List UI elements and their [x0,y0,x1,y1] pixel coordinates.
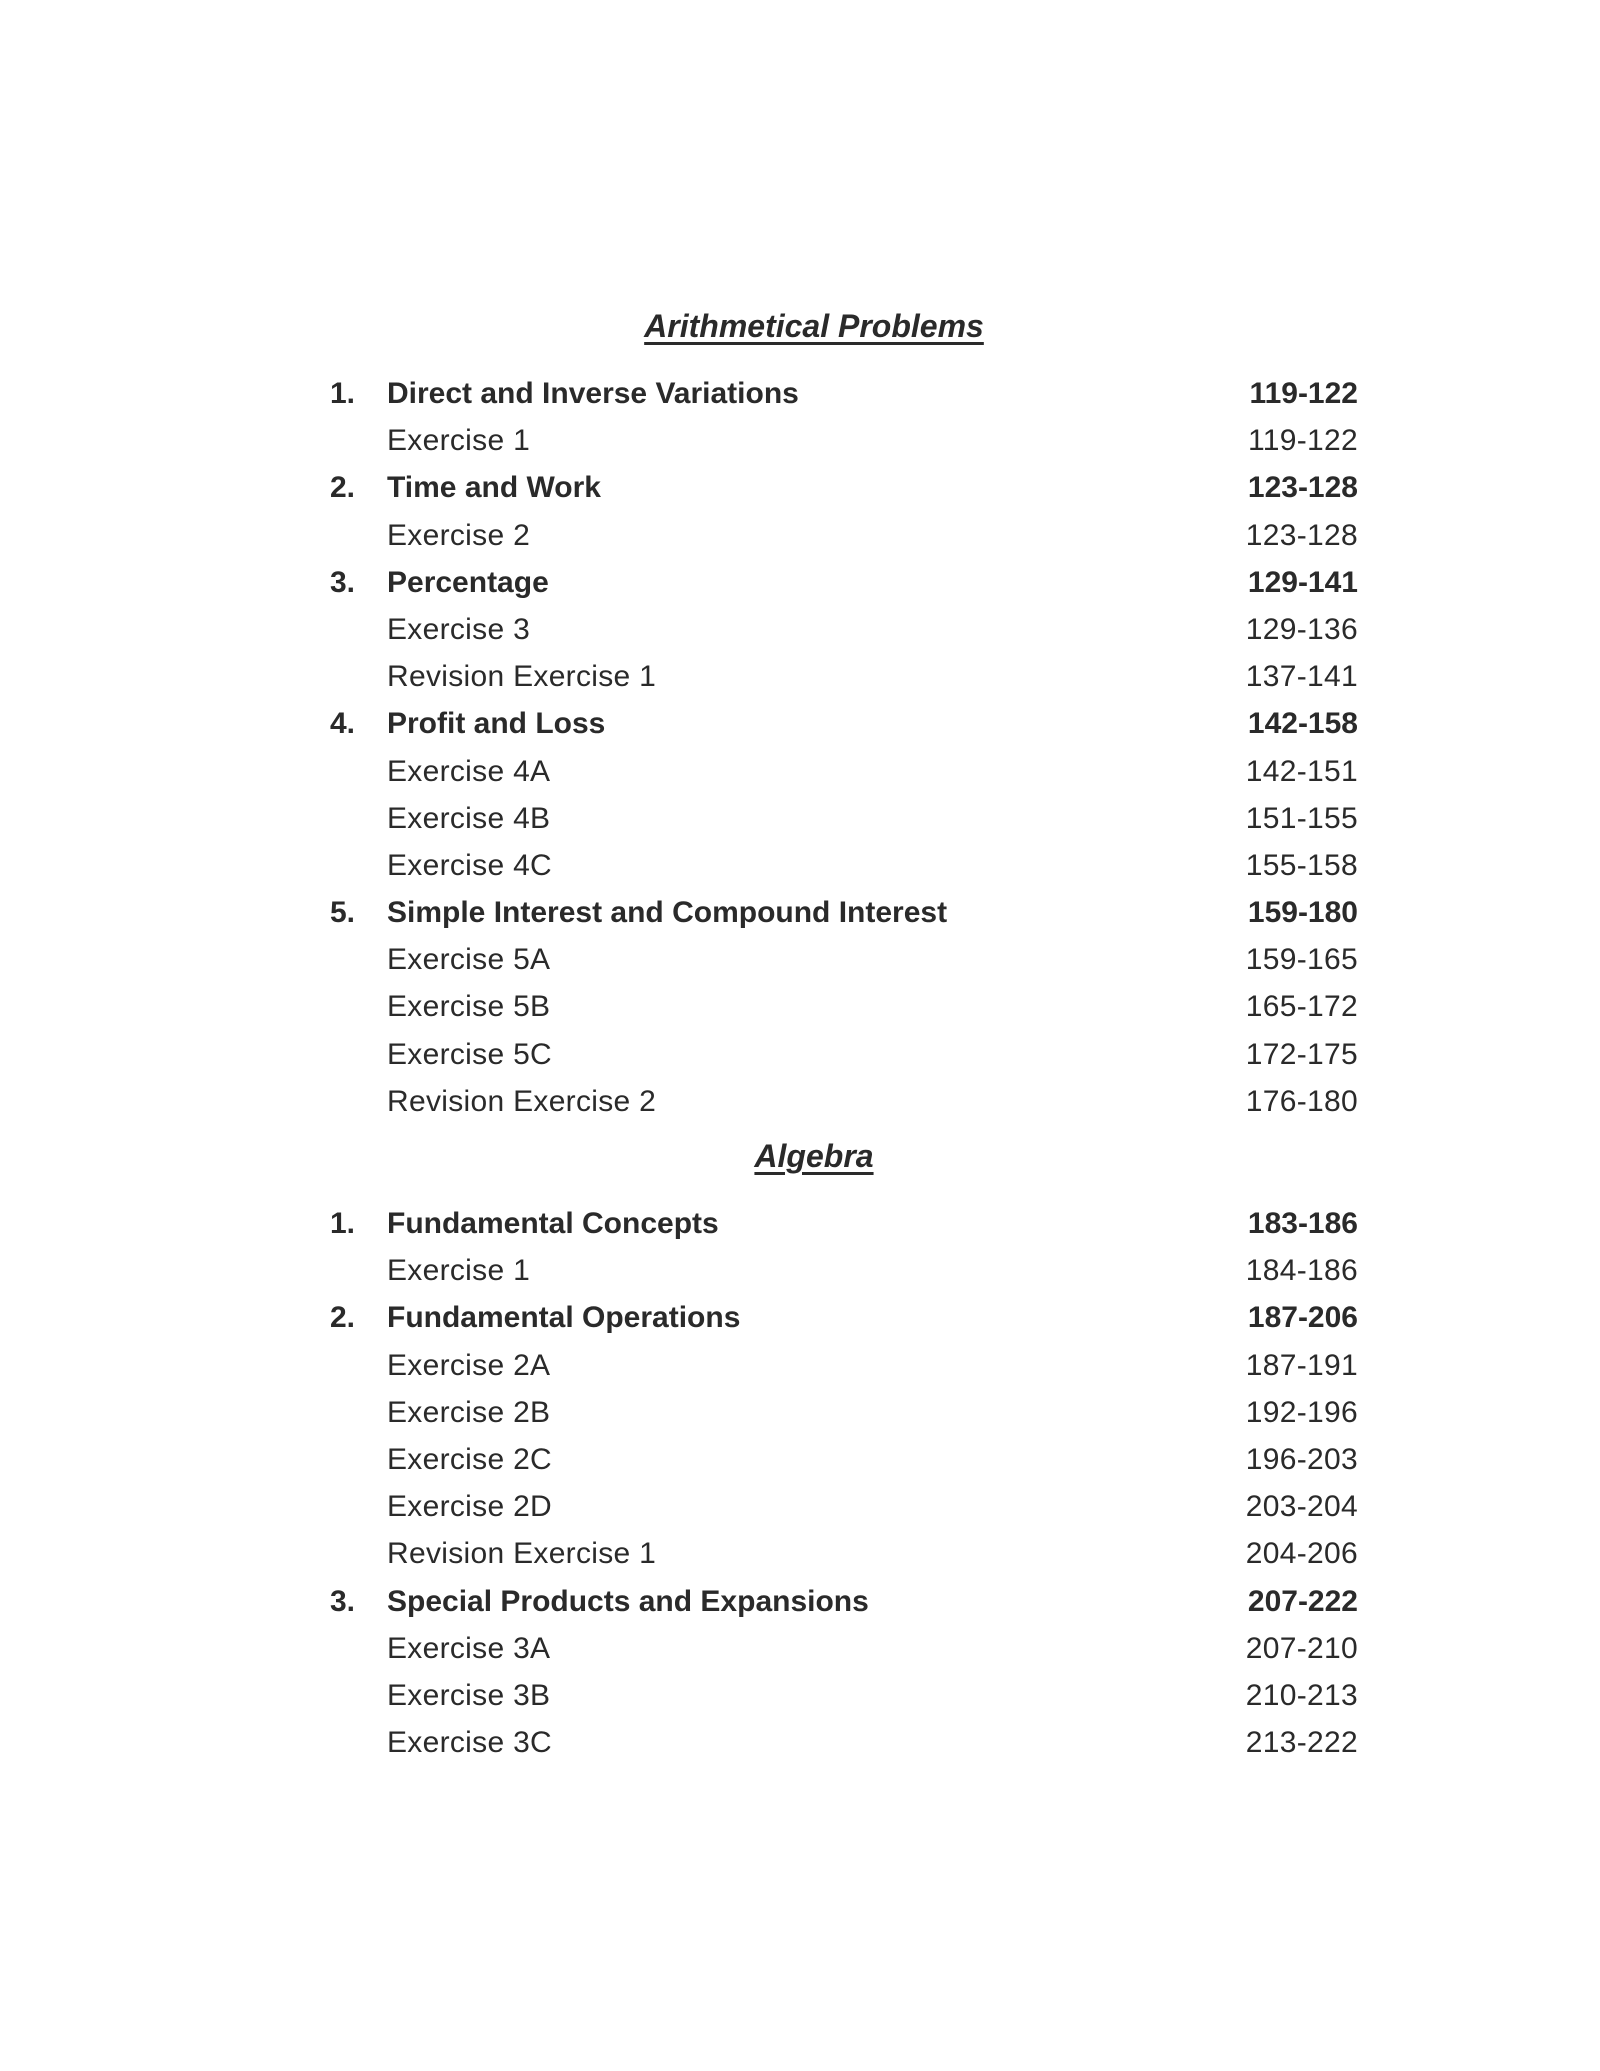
toc-exercise-title: Exercise 5C [387,1037,553,1071]
toc-page-range: 210-213 [1245,1678,1358,1712]
toc-exercise-title: Exercise 4B [387,801,551,835]
toc-chapter-number: 2. [330,471,356,505]
toc-page-range: 207-222 [1247,1584,1358,1618]
toc-page-range: 183-186 [1247,1207,1358,1240]
toc-page-range: 165-172 [1245,990,1358,1024]
toc-chapter-title: Simple Interest and Compound Interest [387,896,948,930]
toc-exercise-title: Exercise 5A [387,943,551,977]
toc-chapter-row [330,464,1358,511]
toc-exercise-title: Exercise 1 [387,1254,531,1288]
toc-page-range: 159-180 [1247,896,1358,930]
toc-chapter-number: 4. [330,707,356,741]
toc-exercise-title: Exercise 5B [387,990,551,1024]
toc-exercise-title: Exercise 3B [387,1678,551,1712]
toc-exercise-title: Exercise 2C [387,1442,553,1476]
toc-chapter-title: Special Products and Expansions [387,1584,869,1618]
toc-page-range: 176-180 [1245,1084,1358,1118]
toc-page-range: 187-191 [1245,1348,1358,1382]
toc-exercise-title: Exercise 2A [387,1348,551,1382]
toc-chapter-title: Time and Work [387,471,601,505]
toc-chapter-title: Direct and Inverse Variations [387,377,799,410]
toc-exercise-row [330,936,1358,983]
toc-page-range: 213-222 [1245,1726,1358,1760]
toc-exercise-row [330,1483,1358,1530]
toc-chapter-number: 2. [330,1301,356,1335]
toc-page-range: 142-158 [1247,707,1358,741]
toc-page-range: 159-165 [1245,943,1358,977]
toc-exercise-row [330,417,1358,464]
toc-exercise-title: Exercise 4C [387,848,553,882]
toc-list-algebra [330,1200,1358,1766]
toc-page-range: 207-210 [1245,1631,1358,1665]
toc-exercise-title: Exercise 2B [387,1395,551,1429]
toc-exercise-title: Exercise 4A [387,754,551,788]
toc-exercise-row [330,512,1358,559]
toc-page-range: 123-128 [1245,518,1358,552]
toc-page-range: 204-206 [1245,1537,1358,1571]
toc-exercise-row [330,653,1358,700]
section-title-algebra [0,1136,1600,1176]
toc-exercise-row [330,1672,1358,1719]
toc-chapter-number: 3. [330,565,356,599]
toc-exercise-title: Exercise 3C [387,1726,553,1760]
toc-exercise-row [330,1719,1358,1766]
toc-chapter-number: 1. [330,1207,356,1240]
toc-exercise-title: Exercise 3A [387,1631,551,1665]
toc-page-range: 129-136 [1245,612,1358,646]
toc-page-range: 151-155 [1245,801,1358,835]
toc-exercise-row [330,606,1358,653]
toc-exercise-row [330,1530,1358,1577]
toc-page-range: 187-206 [1247,1301,1358,1335]
toc-chapter-row [330,700,1358,747]
toc-page-range: 196-203 [1245,1442,1358,1476]
toc-exercise-title: Revision Exercise 1 [387,660,657,694]
toc-chapter-title: Profit and Loss [387,707,606,741]
toc-exercise-row [330,1078,1358,1125]
toc-exercise-title: Exercise 3 [387,612,531,646]
toc-chapter-number: 5. [330,896,356,930]
toc-chapter-row [330,1578,1358,1625]
toc-exercise-row [330,1342,1358,1389]
toc-exercise-title: Exercise 1 [387,424,531,458]
toc-chapter-title: Percentage [387,565,549,599]
toc-exercise-row [330,983,1358,1030]
toc-exercise-row [330,1389,1358,1436]
toc-page-range: 192-196 [1245,1395,1358,1429]
toc-exercise-row [330,1436,1358,1483]
toc-page-range: 184-186 [1245,1254,1358,1288]
toc-page-range: 119-122 [1248,424,1358,458]
toc-chapter-row [330,889,1358,936]
toc-exercise-title: Exercise 2D [387,1490,553,1524]
toc-page-range: 203-204 [1245,1490,1358,1524]
toc-exercise-title: Revision Exercise 1 [387,1537,657,1571]
toc-page-range: 119-122 [1249,377,1358,410]
toc-chapter-row [330,1200,1358,1247]
toc-chapter-number: 3. [330,1584,356,1618]
toc-exercise-row [330,1031,1358,1078]
toc-page-range: 137-141 [1245,660,1358,694]
toc-page-range: 172-175 [1245,1037,1358,1071]
toc-exercise-row [330,795,1358,842]
toc-page-range: 129-141 [1247,565,1358,599]
section-title-text: Arithmetical Problems [644,308,984,344]
section-title-arithmetical-problems [0,306,1600,346]
toc-chapter-title: Fundamental Operations [387,1301,741,1335]
toc-exercise-row [330,748,1358,795]
toc-exercise-row [330,1247,1358,1294]
toc-chapter-title: Fundamental Concepts [387,1207,719,1240]
section-title-text: Algebra [754,1138,874,1174]
toc-exercise-row [330,1625,1358,1672]
toc-chapter-row [330,1294,1358,1341]
toc-exercise-title: Exercise 2 [387,518,531,552]
toc-exercise-row [330,842,1358,889]
toc-exercise-title: Revision Exercise 2 [387,1084,657,1118]
toc-chapter-row [330,370,1358,417]
toc-page-range: 155-158 [1245,848,1358,882]
toc-chapter-row [330,559,1358,606]
toc-list-arithmetical-problems [330,370,1358,1125]
toc-chapter-number: 1. [330,377,356,410]
toc-page-range: 123-128 [1247,471,1358,505]
toc-page-range: 142-151 [1245,754,1358,788]
